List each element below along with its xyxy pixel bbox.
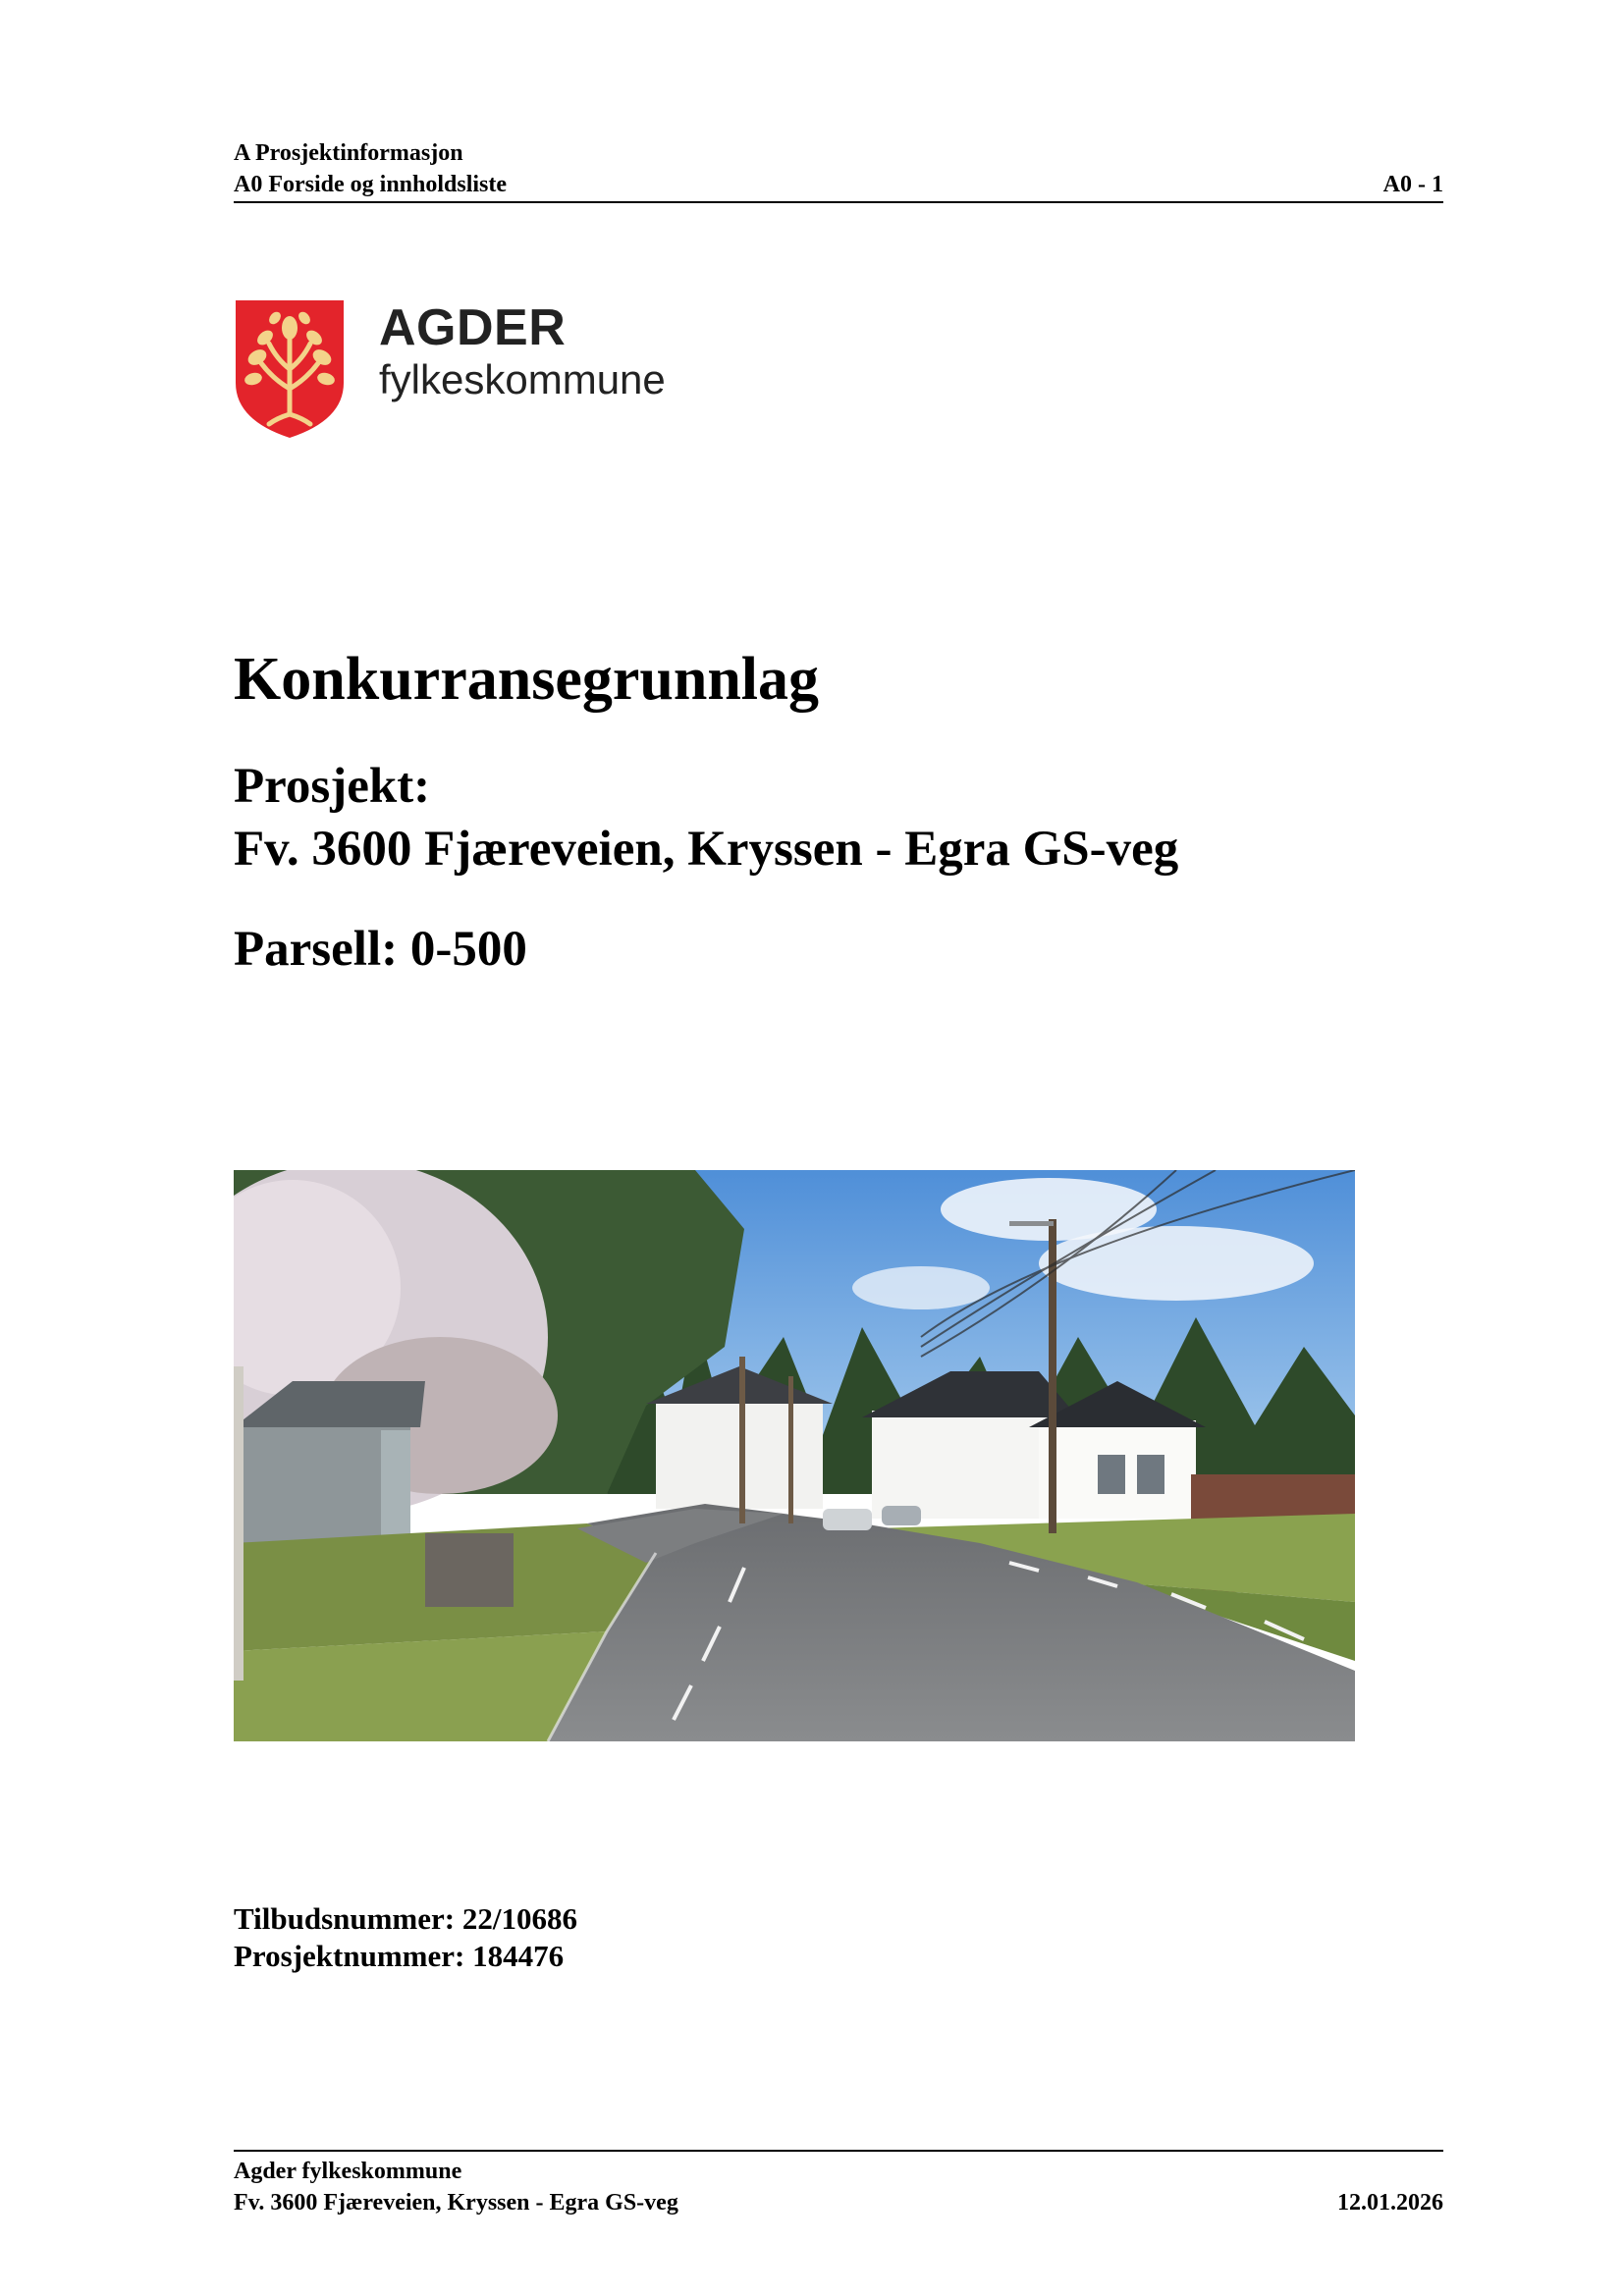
coat-of-arms-icon: [234, 298, 346, 440]
footer-project: Fv. 3600 Fjæreveien, Kryssen - Egra GS-veg: [234, 2190, 678, 2216]
footer-rule: [234, 2150, 1443, 2152]
project-label: Prosjekt:: [234, 759, 431, 814]
page-footer: [234, 2156, 1443, 2218]
header-section: A Prosjektinformasjon: [234, 140, 463, 166]
document-title: Konkurransegrunnlag: [234, 646, 820, 713]
header-page-ref: A0 - 1: [1382, 172, 1443, 197]
page-header: [234, 137, 1443, 200]
agder-logo: [234, 298, 695, 442]
logo-name: AGDER: [379, 299, 567, 356]
tilbudsnummer: Tilbudsnummer: 22/10686: [234, 1901, 577, 1936]
project-name: Fv. 3600 Fjæreveien, Kryssen - Egra GS-veg: [234, 822, 1179, 877]
document-meta: [234, 1900, 577, 1975]
footer-org: Agder fylkeskommune: [234, 2159, 462, 2184]
road-photo: [234, 1170, 1355, 1741]
parsell-label: Parsell: 0-500: [234, 922, 527, 977]
footer-date: 12.01.2026: [1337, 2190, 1443, 2216]
header-subsection: A0 Forside og innholdsliste: [234, 172, 508, 197]
logo-subtitle: fylkeskommune: [379, 356, 666, 402]
prosjektnummer: Prosjektnummer: 184476: [234, 1939, 565, 1973]
header-rule: [234, 201, 1443, 203]
